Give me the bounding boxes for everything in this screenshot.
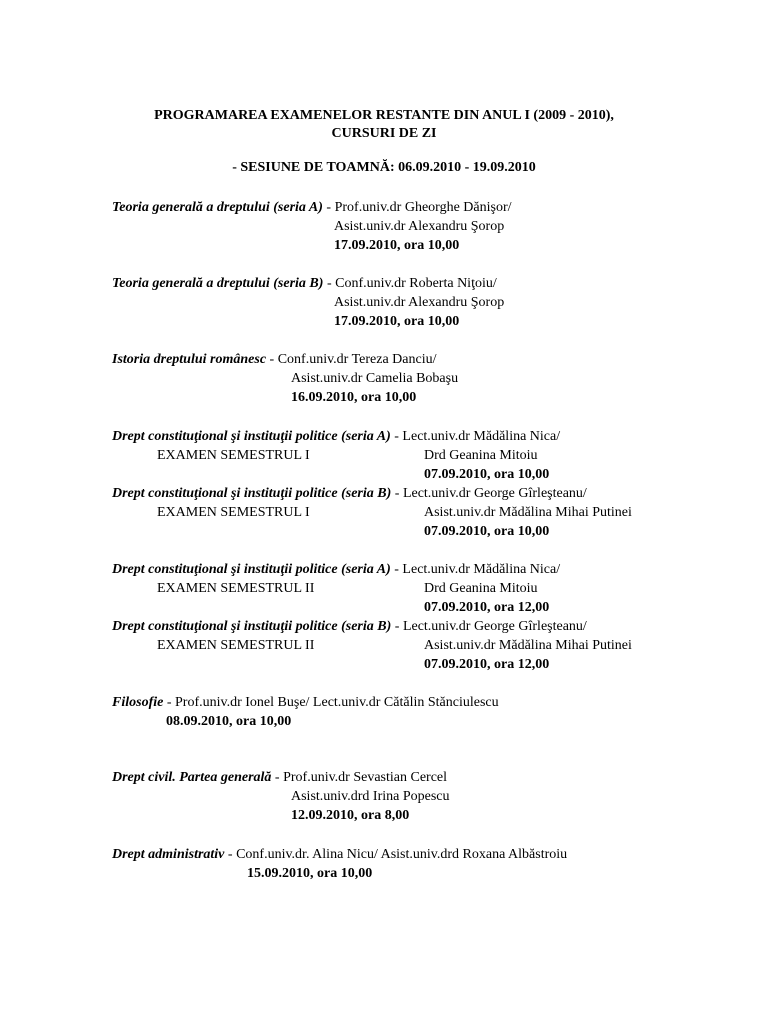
- exam-teacher: Prof.univ.dr Gheorghe Dănişor/: [334, 200, 512, 215]
- exam-teacher: Lect.univ.dr Mădălina Nica/: [402, 429, 561, 444]
- separator: -: [163, 695, 176, 710]
- exam-subject: Drept administrativ: [112, 847, 225, 862]
- exam-assistant: Asist.univ.dr Alexandru Şorop: [334, 219, 505, 234]
- exam-assistant: Asist.univ.drd Irina Popescu: [291, 789, 450, 804]
- exam-date: 07.09.2010, ora 10,00: [424, 524, 550, 539]
- exam-subject: Teoria generală a dreptului (seria A): [112, 200, 323, 215]
- exam-date: 17.09.2010, ora 10,00: [334, 238, 460, 253]
- exam-semester-note: EXAMEN SEMESTRUL II: [157, 581, 315, 596]
- exam-subject: Drept constituţional şi instituţii politice (seria A): [112, 562, 391, 577]
- separator: -: [323, 276, 336, 291]
- document-title: PROGRAMAREA EXAMENELOR RESTANTE DIN ANUL I (2009 - 2010),: [154, 108, 614, 123]
- exam-subject: Drept constituţional şi instituţii politice (seria B): [112, 486, 392, 501]
- exam-date: 07.09.2010, ora 12,00: [424, 657, 550, 672]
- exam-entry-heading: [112, 560, 560, 580]
- exam-date: 15.09.2010, ora 10,00: [247, 866, 373, 881]
- exam-entry-heading: [112, 198, 512, 218]
- separator: -: [266, 352, 278, 367]
- exam-assistant: Asist.univ.dr Camelia Bobaşu: [291, 371, 459, 386]
- exam-subject: Drept constituţional şi instituţii politice (seria B): [112, 619, 392, 634]
- exam-entry-heading: [112, 617, 587, 637]
- exam-teacher: Lect.univ.dr George Gîrleşteanu/: [402, 619, 587, 634]
- exam-teacher: Prof.univ.dr Sevastian Cercel: [283, 770, 448, 785]
- exam-date: 16.09.2010, ora 10,00: [291, 390, 417, 405]
- separator: -: [271, 770, 284, 785]
- separator: -: [390, 562, 403, 577]
- exam-teacher: Conf.univ.dr Tereza Danciu/: [277, 352, 437, 367]
- exam-subject: Drept civil. Partea generală: [112, 770, 272, 785]
- separator: -: [390, 429, 403, 444]
- exam-assistant: Drd Geanina Mitoiu: [424, 581, 538, 596]
- exam-subject: Filosofie: [112, 695, 164, 710]
- exam-assistant: Asist.univ.dr Mădălina Mihai Putinei: [424, 505, 632, 520]
- exam-assistant: Asist.univ.dr Mădălina Mihai Putinei: [424, 638, 632, 653]
- exam-date: 17.09.2010, ora 10,00: [334, 314, 460, 329]
- exam-entry-heading: [112, 768, 447, 788]
- exam-subject: Teoria generală a dreptului (seria B): [112, 276, 324, 291]
- exam-teacher: Prof.univ.dr Ionel Buşe/ Lect.univ.dr Cătălin Stănciulescu: [175, 695, 499, 710]
- exam-assistant: Asist.univ.dr Alexandru Şorop: [334, 295, 505, 310]
- exam-semester-note: EXAMEN SEMESTRUL II: [157, 638, 315, 653]
- exam-subject: Drept constituţional şi instituţii politice (seria A): [112, 429, 391, 444]
- exam-date: 08.09.2010, ora 10,00: [166, 714, 292, 729]
- exam-teacher: Conf.univ.dr. Alina Nicu/ Asist.univ.drd Roxana Albăstroiu: [236, 847, 568, 862]
- exam-teacher: Lect.univ.dr Mădălina Nica/: [402, 562, 561, 577]
- exam-subject: Istoria dreptului românesc: [112, 352, 267, 367]
- document-subtitle: CURSURI DE ZI: [331, 126, 437, 141]
- exam-entry-heading: [112, 484, 587, 504]
- separator: -: [224, 847, 237, 862]
- exam-entry-heading: [112, 274, 497, 294]
- exam-teacher: Conf.univ.dr Roberta Niţoiu/: [335, 276, 497, 291]
- exam-entry-heading: [112, 427, 560, 447]
- separator: -: [391, 486, 403, 501]
- exam-assistant: Drd Geanina Mitoiu: [424, 448, 538, 463]
- exam-date: 07.09.2010, ora 10,00: [424, 467, 550, 482]
- exam-semester-note: EXAMEN SEMESTRUL I: [157, 448, 310, 463]
- exam-date: 12.09.2010, ora 8,00: [291, 808, 410, 823]
- separator: -: [322, 200, 335, 215]
- exam-entry-heading: [112, 350, 437, 370]
- session-heading: - SESIUNE DE TOAMNĂ: 06.09.2010 - 19.09.2010: [232, 160, 536, 175]
- exam-semester-note: EXAMEN SEMESTRUL I: [157, 505, 310, 520]
- separator: -: [391, 619, 403, 634]
- exam-teacher: Lect.univ.dr George Gîrleşteanu/: [402, 486, 587, 501]
- exam-entry-heading: [112, 693, 499, 713]
- exam-date: 07.09.2010, ora 12,00: [424, 600, 550, 615]
- exam-entry-heading: [112, 845, 567, 865]
